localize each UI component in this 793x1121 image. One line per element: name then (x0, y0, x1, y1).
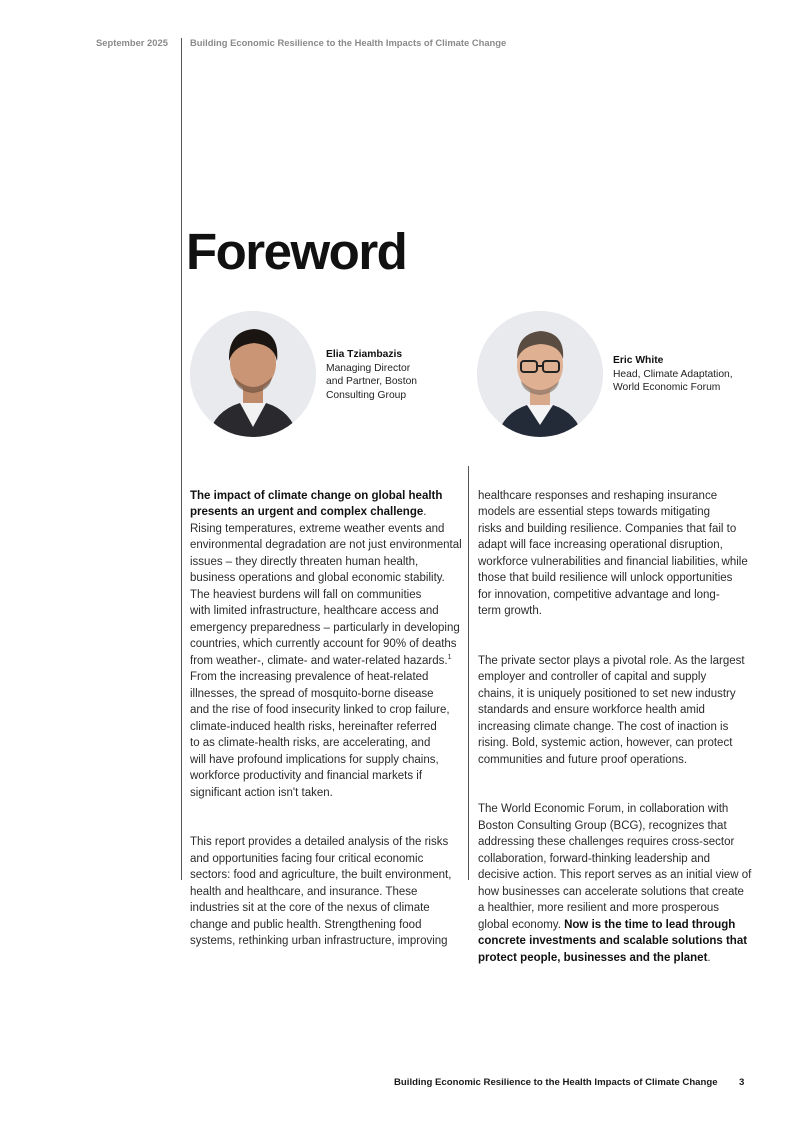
author-name: Eric White (613, 355, 664, 366)
footer-title: Building Economic Resilience to the Health Impacts of Climate Change (394, 1077, 718, 1088)
paragraph: This report provides a detailed analysis of the risks and opportunities facing four critical economic sectors: food and agriculture, the built environment, health and healthcare, and insurance. These industries sit at the core of the nexus of climate change and public health. Strengthening food systems, rethinking urban infrastructure, improving (190, 836, 452, 947)
author-photo-eric-white (477, 311, 603, 437)
text-column-left (190, 471, 465, 983)
paragraph: The impact of climate change on global health presents an urgent and complex challenge. Rising temperatures, extreme weather events and environmental degradation are not just environmental issues – they directly threaten human health, business operations and global economic stability. The heaviest burdens will fall on communities with limited infrastructure, healthcare access and emergency preparedness – particularly in developing countries, which currently account for 90% of deaths from weather-, climate- and water-related hazards.$^1$ From the increasing prevalence of heat-related illnesses, the spread of mosquito-borne disease and the rise of food insecurity linked to crop failure, climate-induced health risks, hereinafter referred to as climate-health risks, are accelerating, and will have profound implications for supply chains, workforce productivity and financial markets if significant action isn't taken. (190, 489, 462, 799)
column-divider-line (468, 466, 469, 880)
lead-sentence: The impact of climate change on global health presents an urgent and complex challenge (190, 489, 443, 518)
paragraph: The World Economic Forum, in collaboration with Boston Consulting Group (BCG), recognizes that addressing these challenges requires cross-sector collaboration, forward-thinking leadership and decisive action. This report serves as an initial view of how businesses can accelerate solutions that create a healthier, more resilient and more prosperous global economy. Now is the time to lead through concrete investments and scalable solutions that protect people, businesses and the planet. (478, 803, 752, 964)
paragraph: healthcare responses and reshaping insurance models are essential steps towards mitigating risks and building resilience. Companies that fail to adapt will face increasing operational disruption, workforce vulnerabilities and financial liabilities, while those that build resilience will unlock opportunities for innovation, competitive advantage and long- term growth. (478, 489, 748, 617)
author-photo-elia-tziambazis (190, 311, 316, 437)
paragraph-body: From the increasing prevalence of heat-related illnesses, the spread of mosquito-borne disease and the rise of food insecurity linked to crop failure, climate-induced health risks, hereinafter referred to as climate-health risks, are accelerating, and will have profound implications for supply chains, workforce productivity and financial markets if significant action isn't taken. (190, 671, 450, 799)
paragraph-body: Rising temperatures, extreme weather events and environmental degradation are not just environmental issues – they directly threaten human health, business operations and global economic stability. The heaviest burdens will fall on communities with limited infrastructure, healthcare access and emergency preparedness – particularly in developing countries, which currently account for 90% of deaths from weather-, climate- and water-related hazards. (190, 522, 462, 667)
closing-statement: Now is the time to lead through concrete investments and scalable solutions that protect people, businesses and the planet (478, 918, 748, 964)
paragraph: The private sector plays a pivotal role. As the largest employer and controller of capital and supply chains, it is uniquely positioned to set new industry standards and ensure workforce health amid increasing climate change. The cost of inaction is rising. Bold, systemic action, however, can protect communities and future proof operations. (478, 654, 745, 766)
author-role: Managing Director and Partner, Boston Consulting Group (326, 362, 418, 401)
page-title: Foreword (186, 223, 407, 280)
text-column-right (478, 471, 753, 999)
header-divider-line (181, 38, 182, 880)
header-report-title: Building Economic Resilience to the Health Impacts of Climate Change (190, 37, 507, 48)
page-number: 3 (739, 1077, 745, 1088)
author-info-2 (613, 354, 733, 395)
footnote-ref[interactable]: 1 (447, 653, 452, 661)
author-role: Head, Climate Adaptation, World Economic Forum (613, 368, 733, 393)
author-info-1 (326, 348, 417, 402)
author-name: Elia Tziambazis (326, 349, 403, 360)
header-date: September 2025 (96, 37, 168, 48)
